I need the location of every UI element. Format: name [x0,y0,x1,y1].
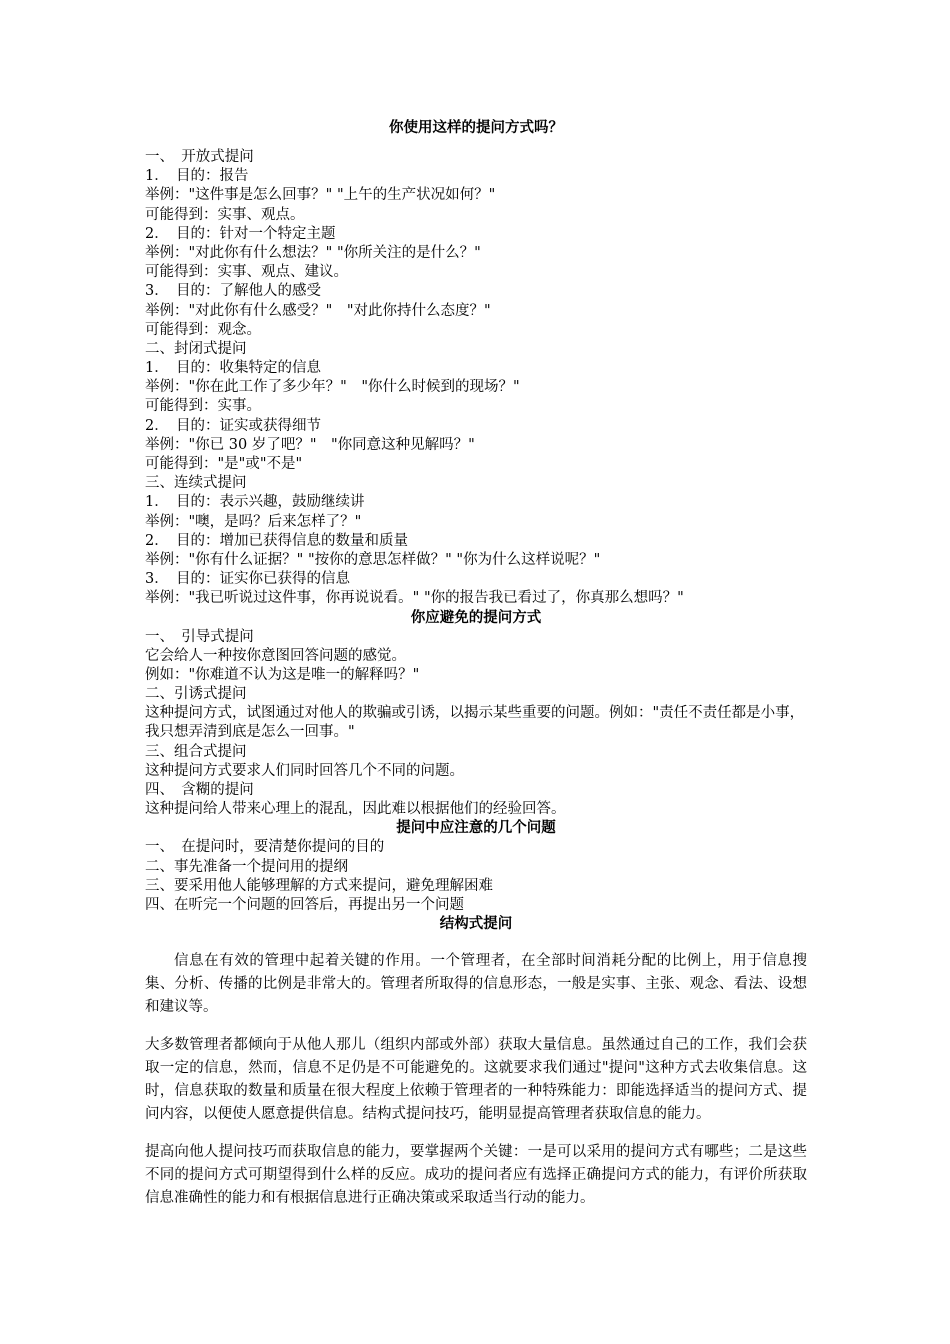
text-line: 三、要采用他人能够理解的方式来提问，避免理解困难 [145,877,493,894]
section3-lines [145,838,807,915]
text-line: 2． 目的：增加已获得信息的数量和质量 [145,532,408,549]
text-line: 这种提问给人带来心理上的混乱，因此难以根据他们的经验回答。 [145,801,566,818]
text-line: 举例："你有什么证据？" "按你的意思怎样做？" "你为什么这样说呢？" [145,551,601,568]
text-line: 1． 目的：收集特定的信息 [145,360,321,377]
section4-title: 结构式提问 [439,916,513,933]
paragraph: 提高向他人提问技巧而获取信息的能力，要掌握两个关键：一是可以采用的提问方式有哪些；二是这些不同的提问方式可期望得到什么样的反应。成功的提问者应有选择正确提问方式的能力，有评价所获取信息准确性的能力和有根据信息进行正确决策或采取适当行动的能力。 [145,1144,807,1207]
section2-title: 你应避免的提问方式 [410,609,542,626]
text-line: 可能得到：实事、观点。 [145,206,305,223]
text-line: 三、组合式提问 [145,743,247,760]
text-line: 3． 目的：了解他人的感受 [145,283,321,300]
text-line: 可能得到：实事、观点、建议。 [145,264,348,281]
section3-title: 提问中应注意的几个问题 [396,820,556,837]
paragraph: 信息在有效的管理中起着关键的作用。一个管理者，在全部时间消耗分配的比例上，用于信息搜集、分析、传播的比例是非常大的。管理者所取得的信息形态，一般是实事、主张、观念、看法、设想和建议等。 [145,953,807,1016]
text-line: 举例："对此你有什么想法？" "你所关注的是什么？" [145,244,481,261]
text-line: 2． 目的：针对一个特定主题 [145,225,336,242]
text-line: 举例："噢，是吗？后来怎样了？" [145,513,362,530]
text-line: 1． 目的：报告 [145,168,249,185]
text-line: 1． 目的：表示兴趣，鼓励继续讲 [145,494,365,511]
text-line: 一、 引导式提问 [145,628,254,645]
document-body [145,118,807,1210]
text-line: 可能得到：观念。 [145,321,261,338]
text-line: 举例："你已 30 岁了吧？" "你同意这种见解吗？" [145,436,475,453]
paragraph: 大多数管理者都倾向于从他人那儿（组织内部或外部）获取大量信息。虽然通过自己的工作，我们会获取一定的信息，然而，信息不足仍是不可能避免的。这就要求我们通过"提问"这种方式去收集信息。这时，信息获取的数量和质量在很大程度上依赖于管理者的一种特殊能力：即能选择适当的提问方式、提问内容，以便使人愿意提供信息。结构式提问技巧，能明显提高管理者获取信息的能力。 [145,1037,807,1123]
text-line: 它会给人一种按你意图回答问题的感觉。 [145,647,406,664]
text-line: 可能得到：实事。 [145,398,261,415]
text-line: 这种提问方式要求人们同时回答几个不同的问题。 [145,762,464,779]
text-line: 一、 在提问时，要清楚你提问的目的 [145,839,385,856]
text-line: 举例："对此你有什么感受？" "对此你持什么态度？" [145,302,491,319]
section4-paragraphs [145,950,807,1210]
text-line: 例如："你难道不认为这是唯一的解释吗？" [145,666,420,683]
text-line: 三、连续式提问 [145,475,247,492]
text-line: 举例："这件事是怎么回事？" "上午的生产状况如何？" [145,187,496,204]
text-line: 四、 含糊的提问 [145,782,254,799]
text-line: 可能得到："是"或"不是" [145,456,303,472]
section1-title: 你使用这样的提问方式吗？ [389,120,563,136]
section1-lines [145,148,807,609]
text-line: 四、在听完一个问题的回答后，再提出另一个问题 [145,896,464,913]
text-line: 这种提问方式，试图通过对他人的欺骗或引诱，以揭示某些重要的问题。例如："责任不责任都是小事，我只想弄清到底是怎么一回事。" [145,705,805,741]
text-line: 二、引诱式提问 [145,686,247,703]
text-line: 3． 目的：证实你已获得的信息 [145,571,350,588]
text-line: 一、 开放式提问 [145,149,254,165]
text-line: 二、事先准备一个提问用的提纲 [145,858,348,875]
text-line: 2． 目的：证实或获得细节 [145,417,321,434]
text-line: 举例："我已听说过这件事，你再说说看。" "你的报告我已看过了，你真那么想吗？" [145,590,684,607]
text-line: 二、封闭式提问 [145,340,247,357]
section2-lines [145,628,807,820]
text-line: 举例："你在此工作了多少年？" "你什么时候到的现场？" [145,379,520,396]
